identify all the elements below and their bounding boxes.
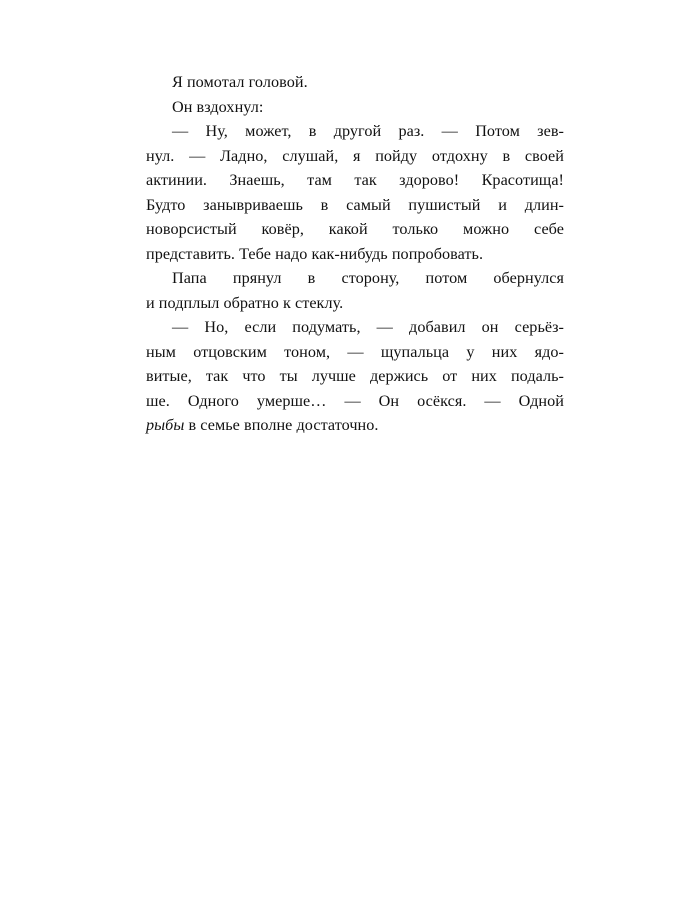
text-line-4: нул. — Ладно, слушай, я пойду отдохну в своей: [146, 146, 564, 165]
text-line-15-rest: в семье вполне достаточно.: [188, 416, 379, 434]
text-line-11: — Но, если подумать, — добавил он серьёз-: [172, 318, 564, 336]
text-line-8: представить. Тебе надо как-нибудь попробовать.: [146, 244, 484, 263]
italic-word: рыбы: [146, 416, 185, 434]
text-line-15: [146, 413, 564, 438]
text-line-3: — Ну, может, в другой раз. — Потом зев-: [172, 122, 564, 140]
text-line-7: новорсистый ковёр, какой только можно себе: [146, 220, 564, 238]
text-line-6: Будто занывриваешь в самый пушистый и длин-: [146, 195, 564, 214]
page-text: [146, 70, 564, 438]
text-line-10: и подплыл обратно к стеклу.: [146, 293, 344, 312]
text-line-13: витые, так что ты лучше держись от них подаль-: [146, 367, 564, 385]
text-line-5: актинии. Знаешь, там так здорово! Красотища!: [146, 171, 564, 189]
text-line-2: Он вздохнул:: [172, 97, 264, 116]
text-line-9: Папа прянул в сторону, потом обернулся: [172, 269, 564, 287]
text-line-14: ше. Одного умерше… — Он осёкся. — Одной: [146, 391, 564, 410]
text-line-12: ным отцовским тоном, — щупальца у них ядо-: [146, 342, 564, 361]
text-line-1: Я помотал головой.: [172, 73, 308, 91]
